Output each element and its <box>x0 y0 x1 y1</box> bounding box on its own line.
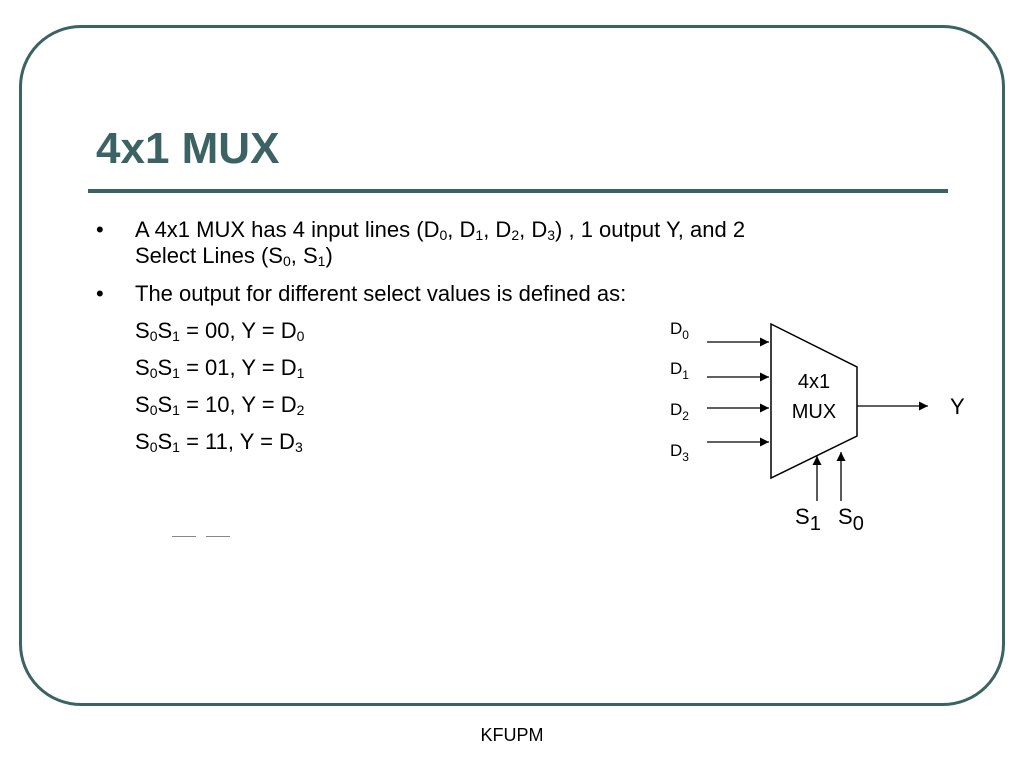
output-label-y: Y <box>950 394 965 419</box>
bullet-1-line-2: Select Lines ($S_0$, $S_1$) <box>135 243 333 269</box>
mux-block-label-line-2: MUX <box>791 401 837 423</box>
case-row-10: $S_0S_1 = 10$, $Y = D_2$ <box>135 392 305 418</box>
bullet-1-line-1: A 4x1 MUX has 4 input lines ($D_0$, $D_1$, $D_2$, $D_3$) , 1 output Y, and 2 <box>135 217 746 243</box>
input-label-d1: $D_1$ <box>670 359 689 382</box>
input-label-d2: $D_2$ <box>670 400 689 423</box>
mux-block-label-line-1: 4x1 <box>797 371 831 393</box>
case-row-01: $S_0S_1 = 01$, $Y = D_1$ <box>135 355 305 381</box>
bullet-2-text: The output for different select values is defined as: <box>135 281 627 306</box>
select-label-s1: S1 <box>795 504 821 535</box>
case-row-00: $S_0S_1 = 00$, $Y = D_0$ <box>135 318 305 344</box>
footer-text: KFUPM <box>480 725 544 745</box>
slide-title: 4x1 MUX <box>96 124 280 173</box>
input-label-d3: $D_3$ <box>670 441 689 464</box>
input-label-d0: $D_0$ <box>670 319 689 342</box>
bullet-marker: • <box>96 217 104 242</box>
case-row-11: $S_0S_1 = 11$, $Y = D_3$ <box>135 429 303 455</box>
select-label-s0: S0 <box>838 504 864 535</box>
bullet-marker: • <box>96 281 104 306</box>
